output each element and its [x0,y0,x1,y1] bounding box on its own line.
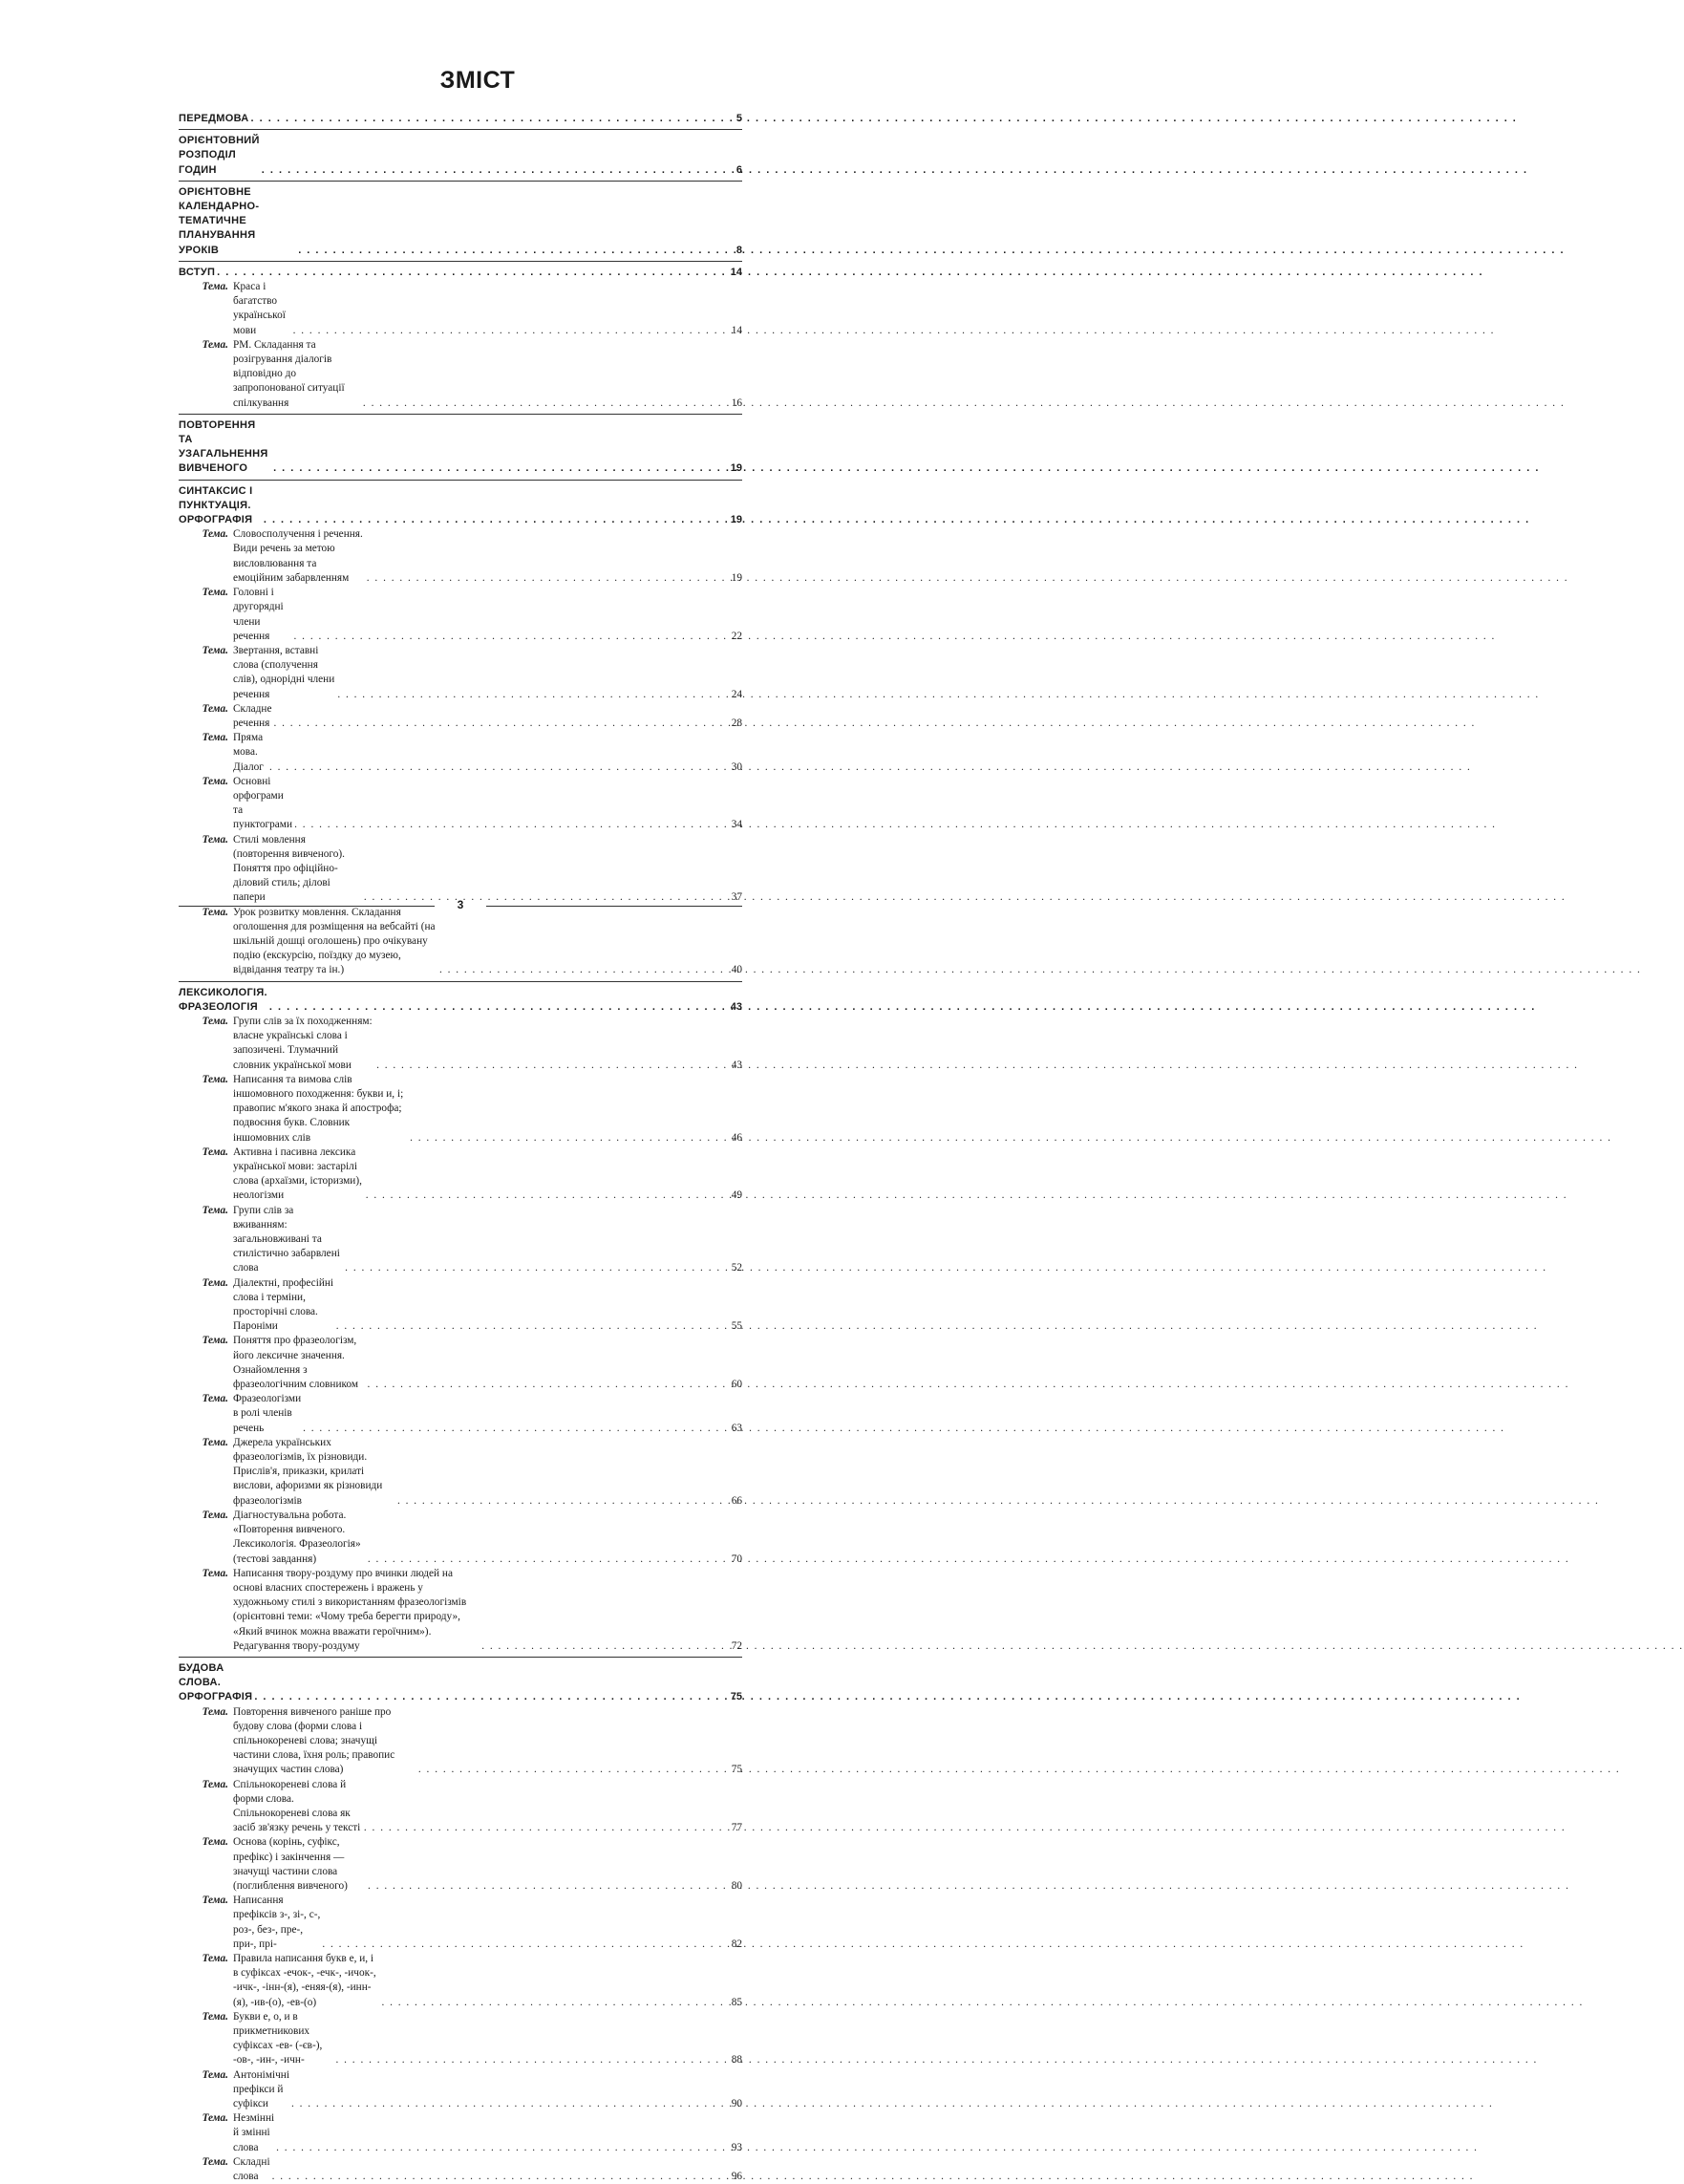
toc-entry-page: 88 [731,2054,742,2066]
tema-label: Тема. [202,2068,228,2081]
section-divider [179,414,742,415]
toc-topic-entry[interactable] [179,1436,742,1509]
tema-label: Тема. [202,1436,228,1448]
section-divider [179,480,742,481]
toc-topic-entry[interactable] [179,1146,742,1204]
tema-label: Тема. [202,2010,228,2023]
toc-topic-entry[interactable] [179,1509,742,1567]
tema-label: Тема. [202,587,228,599]
dot-leader [249,112,729,126]
toc-section-entry[interactable] [179,266,742,280]
toc-entry-label: ПОВТОРЕННЯ ТА УЗАГАЛЬНЕННЯ ВИВЧЕНОГО [179,418,268,475]
tema-label: Тема. [202,1015,228,1027]
toc-entry-label: Діагностувальна робота. «Повторення вивченого. Лексикологія. Фразеологія» (тестові завдання) [233,1509,361,1565]
section-divider [179,981,742,982]
toc-entry-page: 28 [731,717,742,729]
toc-entry-page: 90 [731,2098,742,2110]
toc-entry-page: 14 [731,324,742,336]
tema-label: Тема. [202,833,228,846]
tema-label: Тема. [202,528,228,541]
toc-entry-label: Джерела українських фразеологізмів, їх різновиди. Прислів'я, приказки, крилаті вислови, афоризми як різновиди фразеологізмів [233,1436,383,1507]
toc-entry-label: Поняття про фразеологізм, його лексичне значення. Ознайомлення з фразеологічним словником [233,1335,358,1391]
dot-leader [366,1552,729,1567]
toc-topic-entry[interactable] [179,1778,742,1836]
toc-entry-label: Повторення вивченого раніше про будову слова (форми слова і спільнокореневі слова; значущі частини слова, їхня роль; правопис значущих частин слова) [233,1705,395,1776]
toc-topic-entry[interactable] [179,1276,742,1335]
toc-topic-entry[interactable] [179,1567,742,1654]
dot-leader [362,1821,729,1835]
toc-section-entry[interactable] [179,185,742,258]
dot-leader [291,324,729,338]
dot-leader [289,2097,729,2111]
toc-entry-page: 70 [731,1552,742,1565]
toc-topic-entry[interactable] [179,644,742,702]
toc-entry-page: 66 [731,1494,742,1507]
toc-entry-label: Незмінні й змінні слова [233,2112,275,2153]
toc-entry-page: 43 [731,1059,742,1071]
toc-entry-label: Звертання, вставні слова (сполучення слів), однорідні члени речення [233,644,335,700]
toc-section-entry[interactable] [179,1661,742,1705]
tema-label: Тема. [202,1836,228,1849]
tema-label: Тема. [202,1567,228,1579]
section-divider [179,129,742,130]
dot-leader [271,461,729,476]
dot-leader [274,2141,729,2155]
toc-entry-page: 43 [730,1000,742,1013]
dot-leader [366,1879,729,1894]
dot-leader [343,1261,729,1275]
toc-entry-page: 93 [731,2141,742,2153]
dot-leader [395,1494,729,1509]
tema-label: Тема. [202,1952,228,1964]
toc-entry-label: Групи слів за їх походженням: власне українські слова і запозичені. Тлумачний словник української мови [233,1015,373,1071]
toc-topic-entry[interactable] [179,1952,742,2010]
toc-entry-label: Словосполучення і речення. Види речень за метою висловлювання та емоційним забарвленням [233,528,363,584]
toc-entry-page: 46 [731,1131,742,1144]
toc-entry-page: 5 [735,113,742,124]
toc-entry-page: 75 [731,1764,742,1776]
toc-entry-page: 82 [731,1938,742,1950]
toc-section-entry[interactable] [179,484,742,528]
tema-label: Тема. [202,338,228,351]
toc-entry-page: 96 [731,2171,742,2183]
tema-label: Тема. [202,2155,228,2168]
dot-leader [292,630,729,644]
toc-entry-label: БУДОВА СЛОВА. ОРФОГРАФІЯ [179,1661,253,1703]
toc-entry-page: 19 [730,462,742,475]
dot-leader [292,818,729,832]
table-of-contents [179,112,742,2184]
toc-section-entry[interactable] [179,418,742,477]
toc-entry-label: Спільнокореневі слова й форми слова. Спільнокореневі слова як засіб зв'язку речень у тексті [233,1778,361,1834]
tema-label: Тема. [202,1276,228,1289]
toc-topic-entry[interactable] [179,1894,742,1952]
toc-entry-label: Основні орфограми та пунктограми [233,775,293,831]
toc-entry-label: Пряма мова. Діалог [233,732,264,773]
toc-section-entry[interactable] [179,112,742,126]
toc-topic-entry[interactable] [179,833,742,906]
tema-label: Тема. [202,1335,228,1347]
toc-topic-entry[interactable] [179,2010,742,2068]
dot-leader [361,396,729,411]
toc-entry-page: 85 [731,1996,742,2008]
toc-topic-entry[interactable] [179,906,742,978]
toc-entry-page: 34 [731,819,742,831]
toc-entry-page: 55 [731,1320,742,1333]
toc-entry-page: 80 [731,1879,742,1892]
toc-entry-label: ВСТУП [179,266,216,278]
toc-topic-entry[interactable] [179,338,742,411]
toc-entry-page: 37 [731,891,742,904]
toc-entry-label: Букви е, о, и в прикметникових суфіксах -ев- (-єв-), -ов-, -ин-, -ичн- [233,2010,323,2066]
toc-entry-label: ЛЕКСИКОЛОГІЯ. ФРАЗЕОЛОГІЯ [179,986,267,1013]
tema-label: Тема. [202,1705,228,1718]
dot-leader [301,1422,729,1436]
tema-label: Тема. [202,281,228,293]
toc-entry-label: ПЕРЕДМОВА [179,113,249,124]
toc-entry-page: 52 [731,1262,742,1274]
toc-topic-entry[interactable] [179,1204,742,1276]
dot-leader [262,513,729,527]
dot-leader [270,2170,729,2184]
page-number: 3 [457,898,464,911]
footer-rule-right [486,906,742,907]
tema-label: Тема. [202,1204,228,1216]
dot-leader [416,1763,729,1777]
toc-entry-page: 60 [731,1379,742,1391]
dot-leader [334,2053,730,2067]
dot-leader [296,244,729,258]
toc-entry-label: Урок розвитку мовлення. Складання оголошення для розміщення на вебсайті (на шкільній дошці оголошень) про очікувану подію (екскурсію, поїздку до музею, відвідання театру та ін.) [233,906,436,976]
toc-entry-page: 22 [731,630,742,642]
toc-entry-page: 6 [735,163,742,176]
dot-leader [320,1938,729,1952]
tema-label: Тема. [202,1778,228,1790]
section-divider [179,181,742,182]
dot-leader [379,1996,729,2010]
toc-topic-entry[interactable] [179,280,742,338]
tema-label: Тема. [202,1073,228,1085]
toc-entry-label: Стилі мовлення (повторення вивченого). Поняття про офіційно-діловий стиль; ділові папери [233,833,345,904]
toc-topic-entry[interactable] [179,775,742,833]
tema-label: Тема. [202,1146,228,1158]
dot-leader [260,163,729,178]
tema-label: Тема. [202,702,228,715]
toc-topic-entry[interactable] [179,2068,742,2112]
toc-topic-entry[interactable] [179,586,742,644]
toc-entry-label: Складні слова [233,2155,270,2183]
toc-entry-label: Групи слів за вживанням: загальновживані та стилістично забарвлені слова [233,1204,340,1274]
toc-entry-label: Краса і багатство української мови [233,281,286,336]
toc-topic-entry[interactable] [179,731,742,775]
tema-label: Тема. [202,2112,228,2125]
toc-topic-entry[interactable] [179,1392,742,1436]
toc-entry-page: 30 [731,760,742,773]
page-title: ЗМІСТ [439,67,516,94]
toc-section-entry[interactable] [179,134,742,178]
toc-entry-label: СИНТАКСИС І ПУНКТУАЦІЯ. ОРФОГРАФІЯ [179,484,253,526]
toc-entry-label: Написання префіксів з-, зі-, с-, роз-, без-, пре-, при-, прі- [233,1895,321,1950]
dot-leader [335,688,729,702]
tema-label: Тема. [202,732,228,744]
dot-leader [366,1378,729,1392]
page-footer [179,898,742,913]
tema-label: Тема. [202,1895,228,1907]
toc-entry-label: Активна і пасивна лексика української мови: застарілі слова (архаїзми, історизми), неологізми [233,1146,362,1202]
toc-topic-entry[interactable] [179,2155,742,2184]
toc-entry-label: Складне речення [233,702,272,729]
section-divider [179,261,742,262]
toc-topic-entry[interactable] [179,1835,742,1894]
toc-section-entry[interactable] [179,986,742,1015]
dot-leader [365,571,729,586]
toc-topic-entry[interactable] [179,1073,742,1146]
toc-entry-label: Антонімічні префікси й суфікси [233,2068,289,2110]
toc-entry-label: ОРІЄНТОВНИЙ РОЗПОДІЛ ГОДИН [179,135,260,176]
dot-leader [267,1000,729,1015]
toc-entry-page: 19 [731,571,742,584]
toc-entry-label: РМ. Складання та розігрування діалогів відповідно до запропонованої ситуації спілкування [233,338,345,409]
toc-entry-page: 16 [731,396,742,409]
dot-leader [267,760,729,775]
toc-entry-label: Головні і другорядні члени речення [233,587,284,642]
toc-entry-page: 19 [730,514,742,526]
dot-leader [437,963,729,977]
tema-label: Тема. [202,644,228,656]
toc-entry-page: 75 [730,1691,742,1703]
toc-entry-page: 63 [731,1422,742,1434]
toc-entry-label: Написання твору-роздуму про вчинки людей на основі власних спостережень і вражень у художньому стилі з використанням фразеологізмів (орієнтовні теми: «Чому треба берегти природу», «Який вчинок можна вважати героїчним»). Редагування твору-роздуму [233,1567,467,1652]
toc-topic-entry[interactable] [179,1705,742,1778]
dot-leader [374,1059,729,1073]
dot-leader [364,1188,729,1203]
dot-leader [252,1690,729,1704]
toc-topic-entry[interactable] [179,2111,742,2155]
toc-entry-page: 8 [735,244,742,256]
toc-entry-label: Фразеологізми в ролі членів речень [233,1393,302,1434]
toc-entry-label: Написання та вимова слів іншомовного походження: букви и, і; правопис м'якого знака й апострофа; подвоєння букв. Словник іншомовних слів [233,1073,404,1144]
tema-label: Тема. [202,906,228,918]
toc-entry-page: 40 [731,964,742,976]
toc-entry-page: 14 [730,266,742,278]
dot-leader [271,717,729,731]
toc-entry-page: 77 [731,1822,742,1834]
toc-entry-page: 24 [731,688,742,700]
dot-leader [334,1319,729,1334]
toc-entry-page: 72 [731,1639,742,1652]
tema-label: Тема. [202,1393,228,1405]
toc-entry-page: 49 [731,1189,742,1202]
toc-entry-label: Правила написання букв е, и, і в суфіксах -ечок-, -ечк-, -ичок-, -ичк-, -інн-(я), -еняя-(я), -инн-(я), -ив-(о), -ев-(о) [233,1952,376,2008]
toc-entry-label: Діалектні, професійні слова і терміни, просторічні слова. Пароніми [233,1276,334,1333]
toc-topic-entry[interactable] [179,1334,742,1392]
toc-entry-label: ОРІЄНТОВНЕ КАЛЕНДАРНО-ТЕМАТИЧНЕ ПЛАНУВАННЯ УРОКІВ [179,185,260,256]
toc-topic-entry[interactable] [179,1015,742,1073]
section-divider [179,1657,742,1658]
tema-label: Тема. [202,775,228,787]
dot-leader [215,266,729,280]
dot-leader [480,1639,729,1654]
toc-topic-entry[interactable] [179,527,742,586]
tema-label: Тема. [202,1509,228,1521]
toc-entry-label: Основа (корінь, суфікс, префікс) і закінчення — значущі частини слова (поглиблення вивченого) [233,1836,348,1892]
toc-topic-entry[interactable] [179,702,742,731]
dot-leader [408,1131,729,1146]
